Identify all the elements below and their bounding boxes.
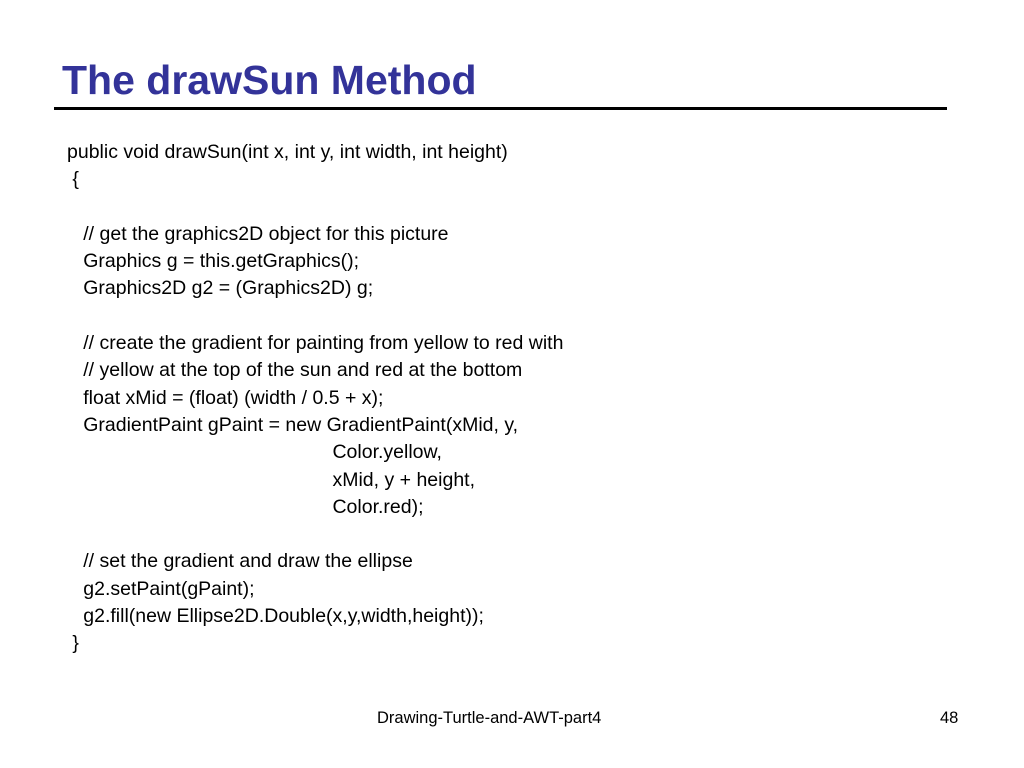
code-line: public void drawSun(int x, int y, int width, int height) [67, 141, 508, 163]
code-line: Graphics g = this.getGraphics(); [67, 250, 360, 273]
code-line: // create the gradient for painting from yellow to red with [67, 332, 564, 355]
code-line [67, 194, 967, 221]
code-line: g2.setPaint(gPaint); [67, 577, 255, 600]
code-line: float xMid = (float) (width / 0.5 + x); [67, 386, 384, 409]
page-number: 48 [940, 709, 959, 727]
code-line: { [67, 168, 79, 191]
code-line [67, 303, 967, 330]
code-line: Graphics2D g2 = (Graphics2D) g; [67, 277, 374, 300]
code-line [67, 521, 967, 548]
slide-footer: Drawing-Turtle-and-AWT-part4 [377, 709, 602, 727]
code-line: Color.red); [67, 495, 424, 518]
code-line: } [67, 632, 79, 655]
slide-title: The drawSun Method [62, 57, 477, 103]
code-line: xMid, y + height, [67, 468, 475, 491]
code-line: // get the graphics2D object for this picture [67, 222, 449, 245]
title-underline [54, 107, 947, 110]
code-listing [67, 139, 967, 658]
code-line: g2.fill(new Ellipse2D.Double(x,y,width,height)); [67, 605, 484, 628]
code-line: GradientPaint gPaint = new GradientPaint(xMid, y, [67, 413, 519, 436]
code-line: // yellow at the top of the sun and red at the bottom [67, 359, 523, 382]
code-line: Color.yellow, [67, 441, 442, 464]
code-line: // set the gradient and draw the ellipse [67, 550, 413, 573]
